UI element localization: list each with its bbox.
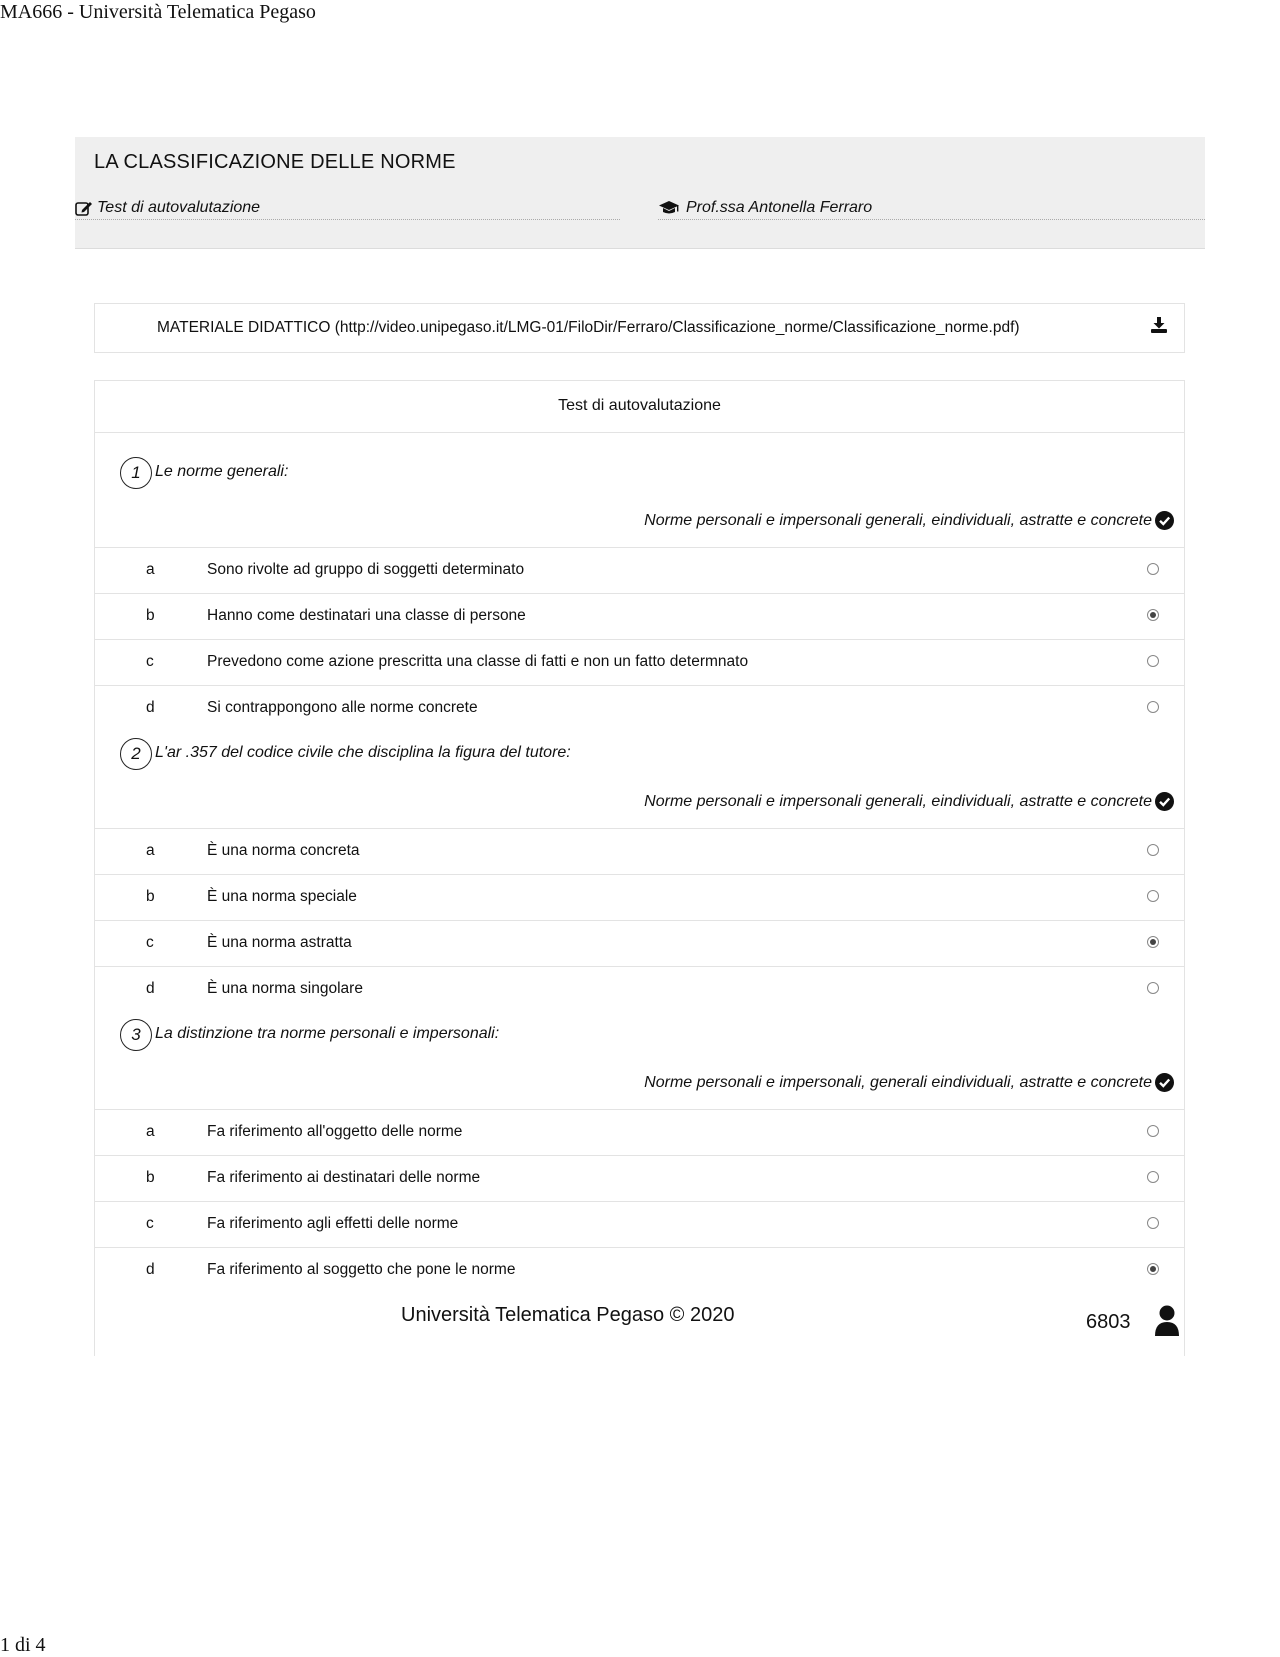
reference-text: Norme personali e impersonali, generali eindividuali, astratte e concrete [644,1073,1152,1091]
option-letter: b [146,888,155,905]
option-radio[interactable] [1147,563,1159,575]
section-label [75,199,620,220]
option-radio[interactable] [1147,1263,1159,1275]
option-letter: c [146,653,154,670]
section-label-text: Test di autovalutazione [97,199,261,216]
option-radio[interactable] [1147,936,1159,948]
option-radio[interactable] [1147,609,1159,621]
option-letter: b [146,1169,155,1186]
question-number: 3 [120,1019,152,1051]
option-letter: a [146,842,155,859]
material-label[interactable]: MATERIALE DIDATTICO (http://video.unipegaso.it/LMG-01/FiloDir/Ferraro/Classificazione_norme/Classificazione_norme.pdf) [157,319,1020,336]
check-circle-icon [1155,511,1174,530]
graduation-cap-icon [658,200,680,216]
option-letter: d [146,980,155,997]
option-row[interactable] [95,966,1184,1012]
question-text: L'ar .357 del codice civile che disciplina la figura del tutore: [155,744,571,761]
option-text: È una norma singolare [207,980,363,997]
option-radio[interactable] [1147,844,1159,856]
option-radio[interactable] [1147,655,1159,667]
option-row[interactable] [95,1247,1184,1293]
user-count: 6803 [1086,1311,1131,1333]
option-letter: a [146,1123,155,1140]
question-number: 1 [120,457,152,489]
option-row[interactable] [95,547,1184,593]
question-text: La distinzione tra norme personali e impersonali: [155,1025,500,1042]
option-text: È una norma astratta [207,934,352,951]
edit-icon [75,200,93,216]
download-icon[interactable] [1150,316,1168,339]
option-text: Fa riferimento all'oggetto delle norme [207,1123,463,1140]
question-reference [644,1073,1174,1092]
option-row[interactable] [95,1109,1184,1155]
question-text: Le norme generali: [155,463,289,480]
professor-name: Prof.ssa Antonella Ferraro [686,199,873,216]
option-row[interactable] [95,920,1184,966]
test-panel [94,380,1185,1356]
option-radio[interactable] [1147,890,1159,902]
option-radio[interactable] [1147,982,1159,994]
check-circle-icon [1155,792,1174,811]
option-text: Fa riferimento ai destinatari delle norme [207,1169,481,1186]
question-number: 2 [120,738,152,770]
option-text: Si contrappongono alle norme concrete [207,699,478,716]
option-letter: b [146,607,155,624]
option-row[interactable] [95,1155,1184,1201]
option-letter: c [146,1215,154,1232]
test-header: Test di autovalutazione [95,381,1184,433]
title-panel [75,137,1205,249]
reference-text: Norme personali e impersonali generali, eindividuali, astratte e concrete [644,792,1152,810]
option-radio[interactable] [1147,1217,1159,1229]
option-text: Fa riferimento al soggetto che pone le norme [207,1261,516,1278]
copyright: Università Telematica Pegaso © 2020 [401,1304,735,1326]
option-text: Prevedono come azione prescritta una classe di fatti e non un fatto determnato [207,653,749,670]
option-row[interactable] [95,639,1184,685]
option-row[interactable] [95,874,1184,920]
option-row[interactable] [95,828,1184,874]
option-letter: d [146,1261,155,1278]
option-text: Hanno come destinatari una classe di persone [207,607,526,624]
option-letter: d [146,699,155,716]
page-title: LA CLASSIFICAZIONE DELLE NORME [94,151,456,173]
option-letter: a [146,561,155,578]
user-icon [1154,1305,1180,1342]
site-footer [95,1295,1184,1355]
print-header: MA666 - Università Telematica Pegaso [0,1,316,23]
option-text: Fa riferimento agli effetti delle norme [207,1215,459,1232]
option-letter: c [146,934,154,951]
option-text: Sono rivolte ad gruppo di soggetti determinato [207,561,525,578]
option-row[interactable] [95,1201,1184,1247]
option-text: È una norma concreta [207,842,360,859]
material-link[interactable] [94,303,1185,353]
check-circle-icon [1155,1073,1174,1092]
option-radio[interactable] [1147,1125,1159,1137]
option-row[interactable] [95,593,1184,639]
option-row[interactable] [95,685,1184,731]
reference-text: Norme personali e impersonali generali, eindividuali, astratte e concrete [644,511,1152,529]
question-reference [644,792,1174,811]
professor [658,199,1205,220]
option-radio[interactable] [1147,1171,1159,1183]
option-radio[interactable] [1147,701,1159,713]
option-text: È una norma speciale [207,888,357,905]
page-indicator: 1 di 4 [0,1634,46,1656]
question-reference [644,511,1174,530]
